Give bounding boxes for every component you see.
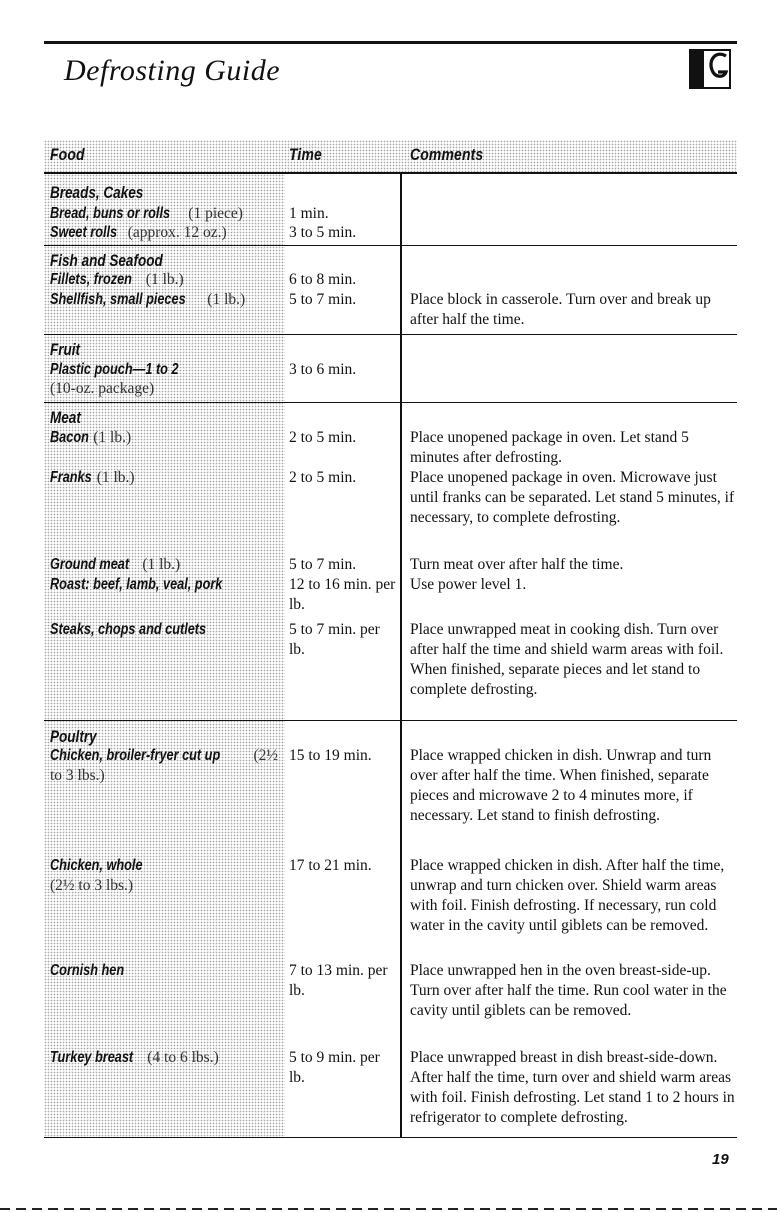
item-note: (1 lb.) xyxy=(93,429,132,446)
section-rule xyxy=(44,1137,737,1139)
page-number: 19 xyxy=(712,1151,729,1168)
item-name: Franks xyxy=(50,469,92,486)
item-time: 7 to 13 min. per lb. xyxy=(289,962,388,999)
section-poultry xyxy=(44,721,737,1138)
food-item xyxy=(50,620,228,640)
food-item xyxy=(50,223,227,243)
item-name: Sweet rolls xyxy=(50,224,118,241)
item-name: Steaks, chops and cutlets xyxy=(50,621,207,638)
column-header-comments: Comments xyxy=(410,145,484,164)
food-item xyxy=(50,428,131,448)
item-name: Chicken, broiler-fryer cut up xyxy=(50,747,221,764)
item-note: (4 to 6 lbs.) xyxy=(147,1049,219,1066)
food-item xyxy=(50,746,280,786)
food-item xyxy=(50,555,180,575)
item-time: 5 to 7 min. xyxy=(289,556,357,573)
item-time: 17 to 21 min. xyxy=(289,857,372,874)
item-time: 15 to 19 min. xyxy=(289,747,372,764)
item-name: Ground meat xyxy=(50,556,130,573)
item-name: Cornish hen xyxy=(50,962,125,979)
item-note: (10-oz. package) xyxy=(50,380,155,397)
item-time: 5 to 9 min. per lb. xyxy=(289,1049,380,1086)
item-name: Turkey breast xyxy=(50,1049,134,1066)
food-item xyxy=(50,468,135,488)
item-name: Bread, buns or rolls xyxy=(50,205,171,222)
item-note: (1 lb.) xyxy=(207,291,246,308)
item-comments: Place unwrapped hen in the oven breast-side-up. Turn over after half the time. Run cool water in the cavity until giblets can be removed. xyxy=(410,962,727,1019)
item-name: Roast: beef, lamb, veal, pork xyxy=(50,576,223,593)
item-comments: Place block in casserole. Turn over and break up after half the time. xyxy=(410,291,711,328)
food-item xyxy=(50,961,132,981)
item-time: 2 to 5 min. xyxy=(289,429,357,446)
page-title: Defrosting Guide xyxy=(64,54,281,87)
category-label: Breads, Cakes xyxy=(50,184,144,202)
food-item xyxy=(50,290,245,310)
table-header-band xyxy=(44,140,737,172)
column-header-food: Food xyxy=(50,145,85,164)
category-label: Poultry xyxy=(50,728,97,746)
item-comments: Place unwrapped meat in cooking dish. Turn over after half the time and shield warm areas with foil. When finished, separate pieces and let stand to complete defrosting. xyxy=(410,621,724,698)
food-item xyxy=(50,575,248,595)
section-meat xyxy=(44,403,737,721)
food-item xyxy=(50,856,155,876)
item-time: 5 to 7 min. per lb. xyxy=(289,621,380,658)
item-time: 3 to 5 min. xyxy=(289,224,357,241)
item-time: 1 min. xyxy=(289,205,329,222)
food-item xyxy=(50,360,199,380)
category-label: Fruit xyxy=(50,341,81,359)
ge-logo-icon xyxy=(686,46,734,90)
item-comments: Place unwrapped breast in dish breast-side-down. After half the time, turn over and shield warm areas with foil. Finish defrosting. Let stand 1 to 2 hours in refrigerator to complete defrosting. xyxy=(410,1049,735,1126)
item-comments: Place wrapped chicken in dish. After half the time, unwrap and turn chicken over. Shield warm areas with foil. Finish defrosting. If necessary, run cold water in the cavity until giblets can be removed. xyxy=(410,857,725,934)
item-name: Fillets, frozen xyxy=(50,271,132,288)
footer-dashed-rule xyxy=(0,1208,777,1210)
item-time: 6 to 8 min. xyxy=(289,271,357,288)
column-header-time: Time xyxy=(289,145,322,164)
item-time: 5 to 7 min. xyxy=(289,291,357,308)
item-time: 2 to 5 min. xyxy=(289,469,357,486)
item-name: Chicken, whole xyxy=(50,857,143,874)
food-item xyxy=(50,270,184,290)
section-fish-seafood xyxy=(44,246,737,335)
item-comments: Place wrapped chicken in dish. Unwrap and turn over after half the time. When finished, separate pieces and microwave 2 to 4 minutes more, if necessary. Let stand to finish defrosting. xyxy=(410,747,712,824)
item-note: (1 lb.) xyxy=(142,556,181,573)
item-comments: Place unopened package in oven. Let stand 5 minutes after defrosting. xyxy=(410,429,689,466)
header-rule xyxy=(44,41,737,44)
item-name: Shellfish, small pieces xyxy=(50,291,186,308)
item-note: (2½ to 3 lbs.) xyxy=(50,747,278,784)
section-fruit xyxy=(44,335,737,403)
category-label: Meat xyxy=(50,409,81,427)
food-item xyxy=(50,204,243,224)
item-comments: Turn meat over after half the time. xyxy=(410,556,624,573)
food-item xyxy=(50,1048,219,1068)
item-note: (1 piece) xyxy=(188,205,243,222)
item-name: Plastic pouch—1 to 2 xyxy=(50,361,179,378)
item-name: Bacon xyxy=(50,429,89,446)
item-note: (1 lb.) xyxy=(96,469,135,486)
item-note: (approx. 12 oz.) xyxy=(127,224,227,241)
item-note: (1 lb.) xyxy=(145,271,184,288)
item-comments: Place unopened package in oven. Microwave just until franks can be separated. Let stand 5 minutes, if necessary, to complete defrosting. xyxy=(410,469,735,526)
item-note: (2½ to 3 lbs.) xyxy=(50,877,134,894)
item-comments: Use power level 1. xyxy=(410,576,527,593)
category-label: Fish and Seafood xyxy=(50,252,163,270)
section-breads-cakes xyxy=(44,174,737,246)
item-time: 12 to 16 min. per lb. xyxy=(289,576,396,613)
item-time: 3 to 6 min. xyxy=(289,361,357,378)
